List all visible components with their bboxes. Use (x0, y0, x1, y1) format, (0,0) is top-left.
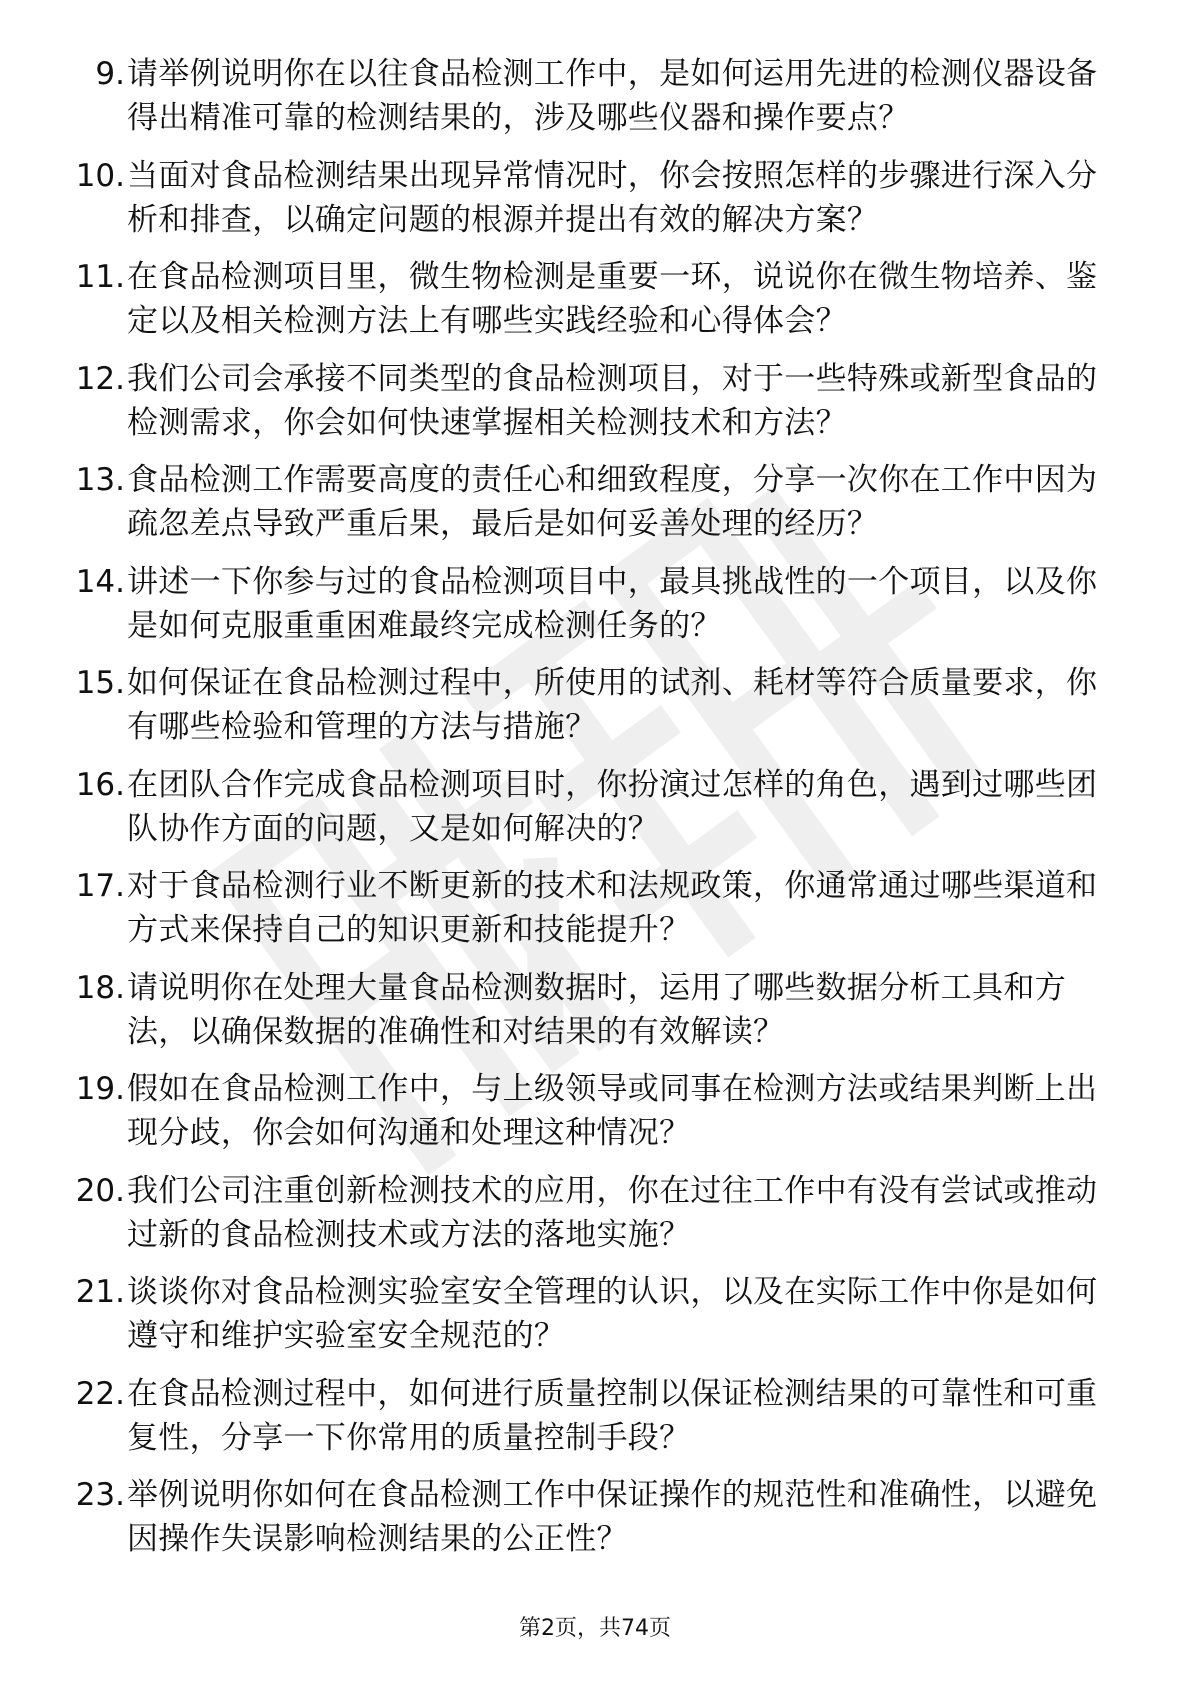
question-number: 11. (75, 259, 125, 295)
question-text: 食品检测工作需要高度的责任心和细致程度，分享一次你在工作中因为疏忽差点导致严重后果，最后是如何妥善处理的经历？ (127, 462, 1098, 542)
question-text: 如何保证在食品检测过程中，所使用的试剂、耗材等符合质量要求，你有哪些检验和管理的方法与措施？ (127, 665, 1098, 745)
question-text: 在团队合作完成食品检测项目时，你扮演过怎样的角色，遇到过哪些团队协作方面的问题，又是如何解决的？ (127, 766, 1098, 847)
question-item (0, 1169, 1190, 1271)
question-item (0, 763, 1190, 865)
question-number: 12. (75, 360, 125, 397)
question-item (0, 1473, 1190, 1575)
question-number: 18. (75, 969, 125, 1006)
question-number: 17. (75, 868, 125, 904)
question-text: 当面对食品检测结果出现异常情况时，你会按照怎样的步骤进行深入分析和排查，以确定问题的根源并提出有效的解决方案？ (127, 157, 1098, 238)
question-item (0, 357, 1190, 459)
page-footer (0, 1614, 1190, 1644)
question-number: 21. (75, 1274, 125, 1310)
question-number: 23. (75, 1477, 125, 1513)
question-number: 14. (75, 563, 125, 600)
question-item (0, 52, 1190, 154)
question-text: 请举例说明你在以往食品检测工作中，是如何运用先进的检测仪器设备得出精准可靠的检测结果的，涉及哪些仪器和操作要点？ (127, 56, 1098, 136)
question-item (0, 458, 1190, 560)
question-text: 谈谈你对食品检测实验室安全管理的认识，以及在实际工作中你是如何遵守和维护实验室安全规范的？ (127, 1274, 1098, 1354)
question-text: 对于食品检测行业不断更新的技术和法规政策，你通常通过哪些渠道和方式来保持自己的知识更新和技能提升？ (127, 868, 1098, 948)
question-text: 讲述一下你参与过的食品检测项目中，最具挑战性的一个项目，以及你是如何克服重重困难最终完成检测任务的？ (127, 563, 1098, 644)
question-item (0, 1067, 1190, 1169)
question-number: 9. (95, 56, 125, 92)
question-text: 在食品检测过程中，如何进行质量控制以保证检测结果的可靠性和可重复性，分享一下你常用的质量控制手段？ (127, 1375, 1098, 1456)
question-item (0, 560, 1190, 662)
question-item (0, 966, 1190, 1068)
question-number: 15. (75, 665, 125, 701)
question-item (0, 255, 1190, 357)
question-text: 在食品检测项目里，微生物检测是重要一环，说说你在微生物培养、鉴定以及相关检测方法上有哪些实践经验和心得体会？ (127, 259, 1098, 339)
question-number: 10. (75, 157, 125, 194)
question-number: 20. (75, 1172, 125, 1209)
question-item (0, 1372, 1190, 1474)
question-text: 假如在食品检测工作中，与上级领导或同事在检测方法或结果判断上出现分歧，你会如何沟通和处理这种情况？ (127, 1071, 1098, 1151)
question-text: 我们公司会承接不同类型的食品检测项目，对于一些特殊或新型食品的检测需求，你会如何快速掌握相关检测技术和方法？ (127, 360, 1098, 441)
question-item (0, 1270, 1190, 1372)
page-number-label: 第2页，共74页 (519, 1616, 671, 1641)
question-item (0, 154, 1190, 256)
question-item (0, 864, 1190, 966)
question-number: 16. (75, 766, 125, 803)
question-number: 22. (75, 1375, 125, 1412)
question-text: 我们公司注重创新检测技术的应用，你在过往工作中有没有尝试或推动过新的食品检测技术或方法的落地实施？ (127, 1172, 1098, 1253)
question-text: 举例说明你如何在食品检测工作中保证操作的规范性和准确性，以避免因操作失误影响检测结果的公正性？ (127, 1477, 1098, 1557)
question-list (0, 52, 1190, 1575)
question-number: 13. (75, 462, 125, 498)
question-text: 请说明你在处理大量食品检测数据时，运用了哪些数据分析工具和方法，以确保数据的准确性和对结果的有效解读？ (127, 969, 1066, 1050)
question-number: 19. (75, 1071, 125, 1107)
question-item (0, 661, 1190, 763)
